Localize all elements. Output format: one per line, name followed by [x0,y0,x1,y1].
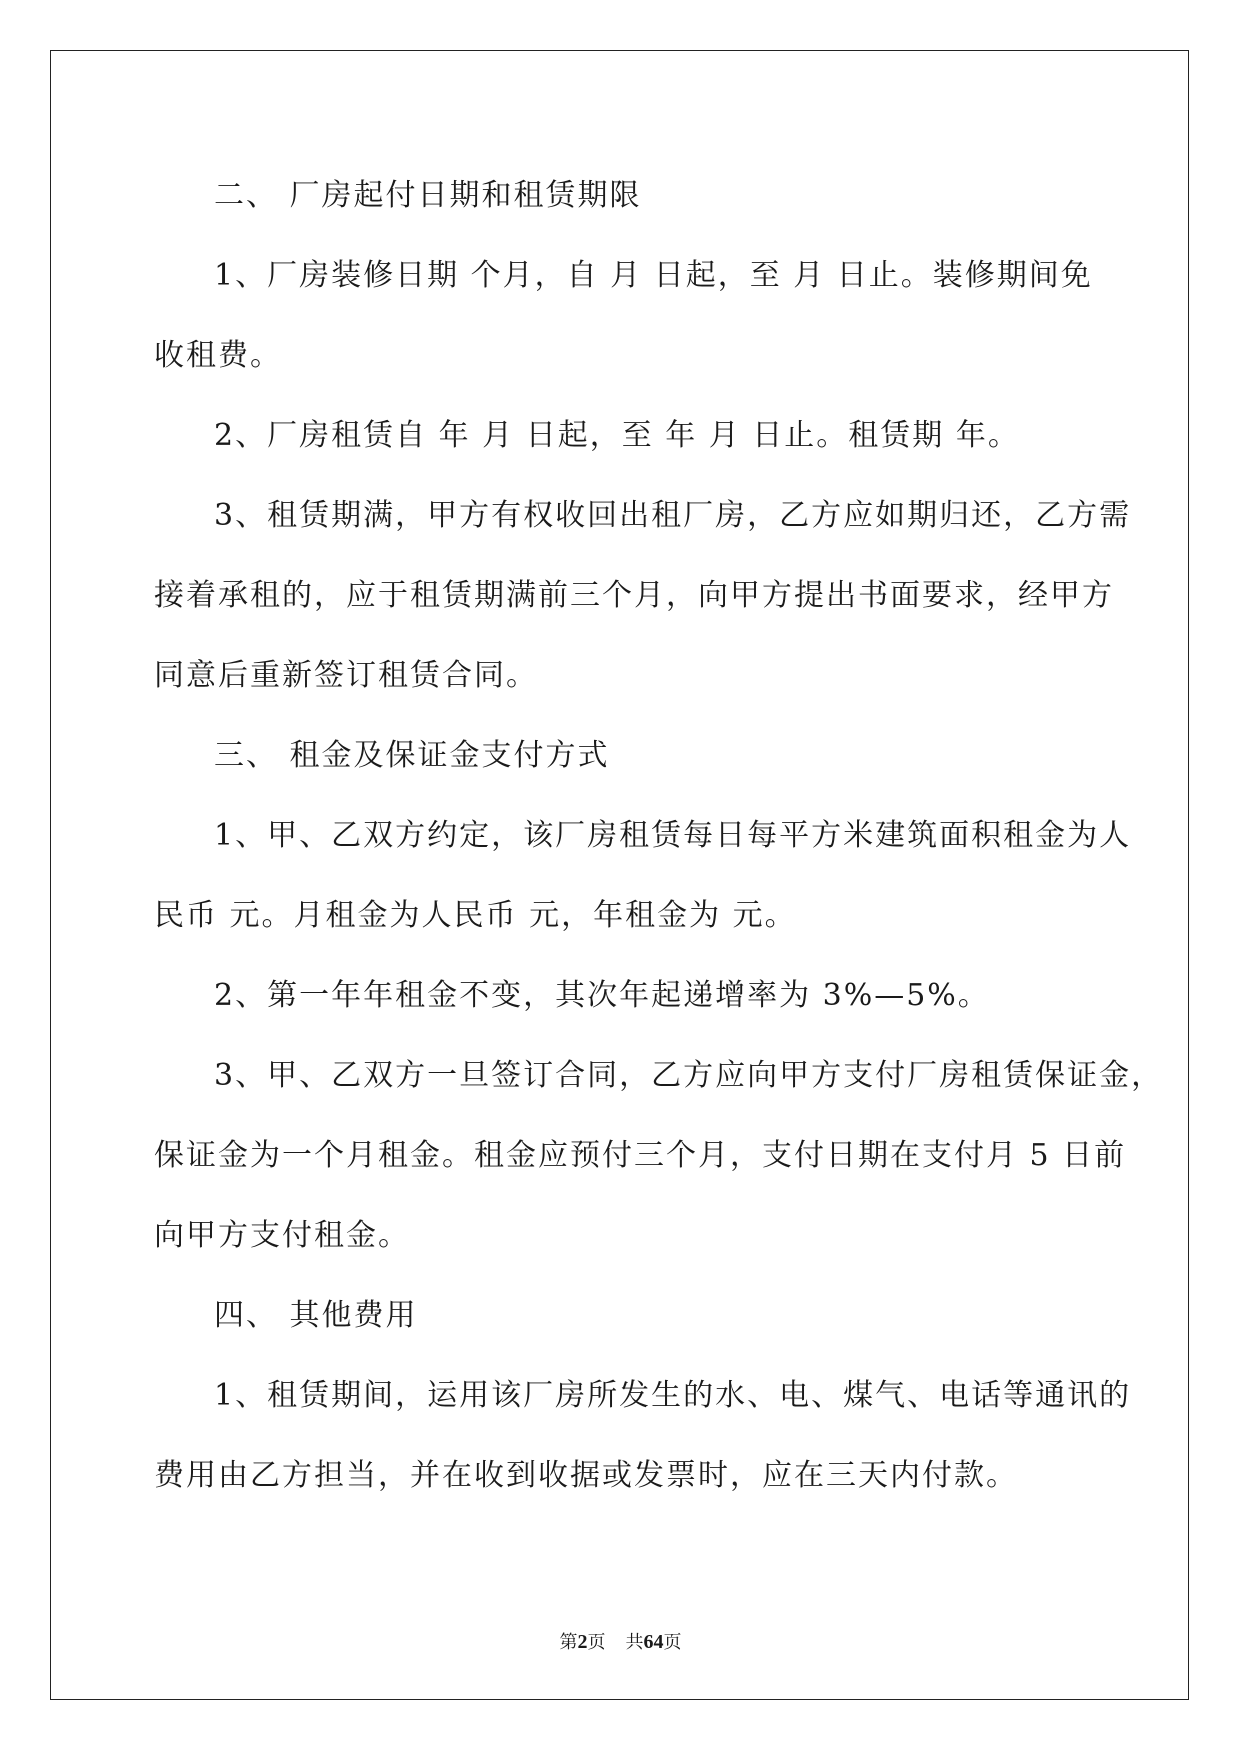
paragraph-line: 民币 元。月租金为人民币 元，年租金为 元。 [154,898,797,933]
paragraph-line: 同意后重新签订租赁合同。 [154,658,538,693]
section-heading: 二、 厂房起付日期和租赁期限 [214,178,642,213]
document-body [154,160,1164,1520]
paragraph-line: 2、厂房租赁自 年 月 日起，至 年 月 日止。租赁期 年。 [214,418,1020,453]
paragraph-line: 1、厂房装修日期 个月，自 月 日起，至 月 日止。装修期间免 [214,258,1093,293]
paragraph-line: 接着承租的，应于租赁期满前三个月，向甲方提出书面要求，经甲方 [154,578,1114,613]
page-suffix: 页 [587,1632,606,1653]
paragraph-line: 3、甲、乙双方一旦签订合同，乙方应向甲方支付厂房租赁保证金， [214,1058,1164,1093]
paragraph-line: 3、租赁期满，甲方有权收回出租厂房，乙方应如期归还，乙方需 [214,498,1132,533]
paragraph-line: 2、第一年年租金不变，其次年起递增率为 3%—5%。 [214,978,990,1013]
paragraph-line: 1、甲、乙双方约定，该厂房租赁每日每平方米建筑面积租金为人 [214,818,1132,853]
paragraph-line: 费用由乙方担当，并在收到收据或发票时，应在三天内付款。 [154,1458,1018,1493]
page-footer [0,1628,1241,1654]
section-heading: 四、 其他费用 [214,1298,418,1333]
paragraph-line: 1、租赁期间，运用该厂房所发生的水、电、煤气、电话等通讯的 [214,1378,1132,1413]
total-prefix: 共 [625,1632,644,1653]
paragraph-line: 收租费。 [154,338,282,373]
total-pages: 64 [643,1631,664,1653]
paragraph-line: 向甲方支付租金。 [154,1218,410,1253]
total-suffix: 页 [663,1632,682,1653]
page-number: 2 [577,1631,588,1653]
paragraph-line: 保证金为一个月租金。租金应预付三个月，支付日期在支付月 5 日前 [154,1138,1127,1173]
section-heading: 三、 租金及保证金支付方式 [214,738,610,773]
page-prefix: 第 [559,1632,578,1653]
